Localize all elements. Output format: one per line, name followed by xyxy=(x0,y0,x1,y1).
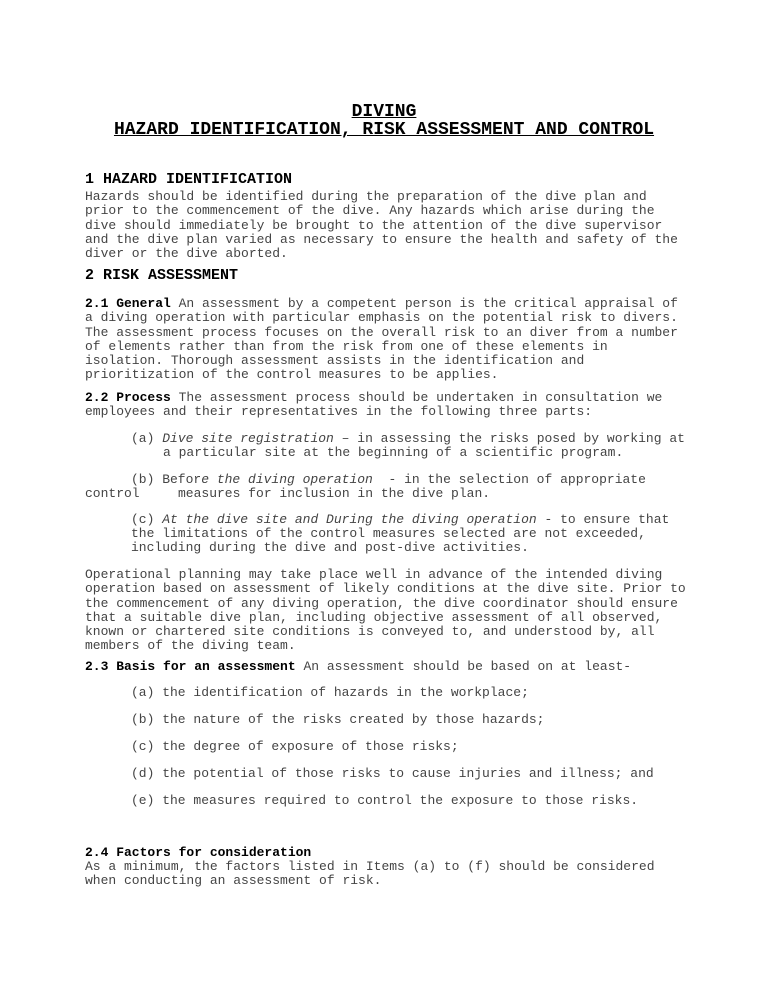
paragraph-line: when conducting an assessment of risk. xyxy=(85,873,382,888)
section-2-2-label: 2.2 Process xyxy=(85,390,171,405)
paragraph-line: As a minimum, the factors listed in Items (a) to (f) should be considered xyxy=(85,859,655,874)
basis-item: (d) the potential of those risks to cause injuries and illness; and xyxy=(131,766,654,781)
paragraph-line: and the dive plan varied as necessary to ensure the health and safety of the xyxy=(85,232,678,247)
paragraph-line: diver or the dive aborted. xyxy=(85,246,288,261)
paragraph-line: employees and their representatives in the following three parts: xyxy=(85,404,593,419)
paragraph-line: dive should immediately be brought to the attention of the dive supervisor xyxy=(85,218,663,233)
paragraph-line: of elements rather than from the risk from one of these elements in xyxy=(85,339,608,354)
paragraph-line: prior to the commencement of the dive. Any hazards which arise during the xyxy=(85,203,655,218)
paragraph-line: Hazards should be identified during the preparation of the dive plan and xyxy=(85,189,647,204)
section-1-heading: 1 HAZARD IDENTIFICATION xyxy=(85,171,293,188)
paragraph-line: Operational planning may take place well in advance of the intended diving xyxy=(85,567,663,582)
paragraph-line: operation based on assessment of likely conditions at the dive site. Prior to xyxy=(85,581,686,596)
paragraph-line: that a suitable dive plan, including objective assessment of all observed, xyxy=(85,610,663,625)
basis-item: (c) the degree of exposure of those risks; xyxy=(131,739,459,754)
paragraph-line: isolation. Thorough assessment assists in the identification and xyxy=(85,353,585,368)
basis-item: (a) the identification of hazards in the workplace; xyxy=(131,685,529,700)
section-2-1-label: 2.1 General xyxy=(85,296,171,311)
document-title: DIVING xyxy=(351,102,417,122)
list-item-c-cont: the limitations of the control measures selected are not exceeded, xyxy=(131,526,646,541)
section-2-3-label: 2.3 Basis for an assessment xyxy=(85,659,296,674)
section-2-4-heading: 2.4 Factors for consideration xyxy=(85,845,312,860)
list-item-c-cont: including during the dive and post-dive activities. xyxy=(131,540,529,555)
section-2-1-first-line: 2.1 General An assessment by a competent person is the critical appraisal of xyxy=(85,296,678,311)
paragraph-line: members of the diving team. xyxy=(85,638,296,653)
paragraph-line: prioritization of the control measures to be applies. xyxy=(85,367,499,382)
list-item-a-cont: a particular site at the beginning of a scientific program. xyxy=(163,445,624,460)
section-2-3-first-line: 2.3 Basis for an assessment An assessment should be based on at least- xyxy=(85,659,632,674)
list-item-c: (c) At the dive site and During the diving operation - to ensure that xyxy=(131,512,670,527)
paragraph-line: known or chartered site conditions is conveyed to, and understood by, all xyxy=(85,624,655,639)
section-2-heading: 2 RISK ASSESSMENT xyxy=(85,267,239,284)
basis-item: (b) the nature of the risks created by those hazards; xyxy=(131,712,545,727)
document-subtitle: HAZARD IDENTIFICATION, RISK ASSESSMENT AND CONTROL xyxy=(113,120,655,140)
list-item-b-cont-left: control xyxy=(85,486,140,501)
paragraph-line: The assessment process focuses on the overall risk to an diver from a number xyxy=(85,325,678,340)
basis-item: (e) the measures required to control the exposure to those risks. xyxy=(131,793,639,808)
paragraph-line: a diving operation with particular emphasis on the potential risk to divers. xyxy=(85,310,678,325)
paragraph-line: the commencement of any diving operation, the dive coordinator should ensure xyxy=(85,596,678,611)
list-item-a: (a) Dive site registration – in assessing the risks posed by working at xyxy=(131,431,685,446)
list-item-b-cont: measures for inclusion in the dive plan. xyxy=(178,486,491,501)
section-2-2-first-line: 2.2 Process The assessment process should be undertaken in consultation we xyxy=(85,390,663,405)
list-item-b: (b) Before the diving operation - in the selection of appropriate xyxy=(131,472,646,487)
